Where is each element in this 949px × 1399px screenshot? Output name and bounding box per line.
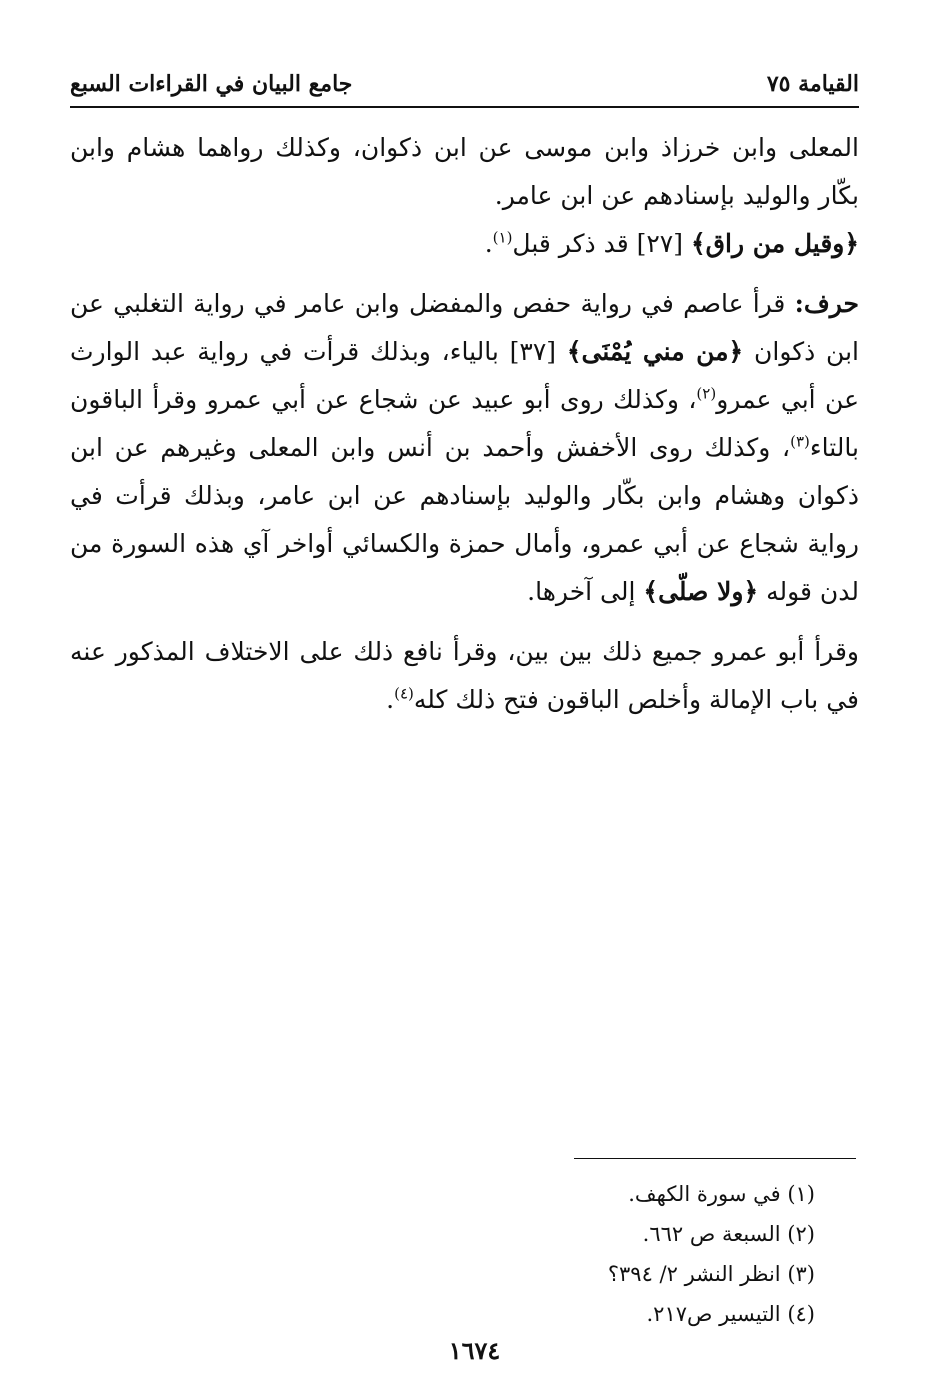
text-run: ، وكذلك روى أبو عبيد عن شجاع عن أبي عمرو وقرأ الباقون بالتاء [70, 385, 859, 462]
footnote: (٣) انظر النشر ٢/ ٣٩٤؟ [607, 1262, 815, 1286]
text-run: ، وكذلك روى الأخفش وأحمد بن أنس وابن المعلى وغيرهم عن ابن ذكوان وهشام وابن بكّار والوليد بإسنادهم عن ابن عامر، وبذلك قرأت في رواية شجاع عن أبي عمرو، وأمال حمزة والكسائي أواخر آي هذه السورة من لدن قوله [70, 433, 859, 606]
paragraph-1: المعلى وابن خرزاذ وابن موسى عن ابن ذكوان، وكذلك رواهما هشام وابن بكّار والوليد بإسنادهم عن ابن عامر. [70, 133, 859, 210]
punctuation: . [484, 229, 493, 258]
verse-number: [٢٧] [636, 229, 683, 258]
paragraph-4 [70, 628, 859, 724]
paragraph-3 [70, 280, 859, 616]
text-run: إلى آخرها. [527, 577, 636, 606]
text-run: [٣٧] بالياء، وبذلك قرأت في رواية عبد الوارث عن أبي عمرو [70, 337, 859, 414]
footnote: (٢) السبعة ص ٦٦٢. [642, 1222, 815, 1246]
footnote-rule [574, 1158, 856, 1159]
footnotes [380, 1174, 815, 1334]
footnote-ref: (٤) [394, 684, 414, 703]
footnote: (١) في سورة الكهف. [628, 1182, 815, 1206]
text-run: قرأ عاصم في رواية حفص والمفضل وابن عامر في رواية التغلبي عن ابن ذكوان [70, 289, 859, 366]
header-rule [70, 106, 859, 108]
quran-verse: ﴿ولا صلّى﴾ [643, 577, 759, 606]
surah-page-label: القيامة ٧٥ [766, 71, 859, 97]
punctuation: . [386, 685, 395, 714]
footnote: (٤) التيسير ص٢١٧. [646, 1302, 815, 1326]
text-run: وقرأ أبو عمرو جميع ذلك بين بين، وقرأ نافع ذلك على الاختلاف المذكور عنه في باب الإمالة وأخلص الباقون فتح ذلك كله [70, 637, 859, 714]
paragraph-2 [70, 220, 859, 268]
page-number: ١٦٧٤ [448, 1336, 501, 1365]
book-title: جامع البيان في القراءات السبع [70, 71, 353, 97]
footnote-ref: (٣) [790, 432, 810, 451]
section-lead: حرف: [794, 289, 860, 318]
footnote-ref: (١) [492, 228, 513, 247]
quran-verse: ﴿وقيل من راق﴾ [690, 229, 859, 258]
text-run: قد ذكر قبل [512, 229, 629, 258]
running-header [70, 66, 859, 102]
main-text [70, 124, 859, 736]
footnote-ref: (٢) [696, 384, 717, 403]
quran-verse: ﴿من مني يُمْنَى﴾ [566, 337, 744, 366]
